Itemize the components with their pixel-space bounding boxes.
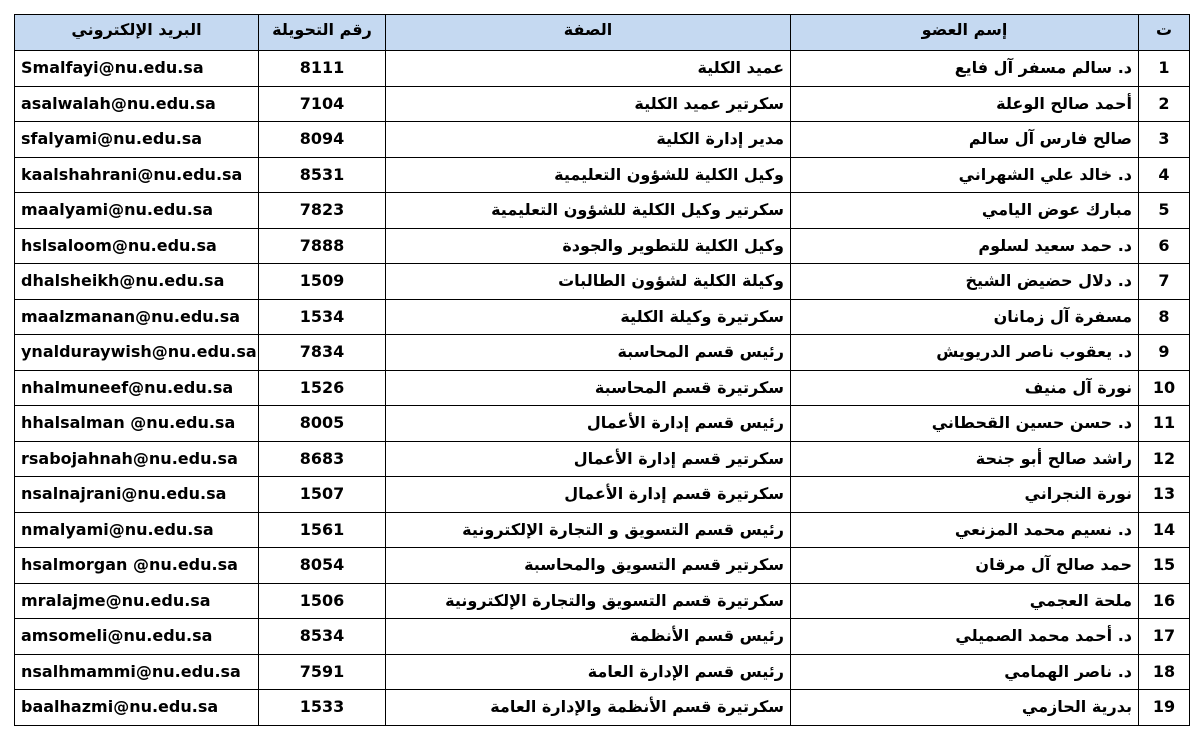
table-row: [15, 477, 1190, 513]
extension-number: 1561: [259, 512, 386, 548]
member-title: سكرتيرة قسم إدارة الأعمال: [386, 477, 791, 513]
email-address: ynalduraywish@nu.edu.sa: [15, 335, 259, 371]
table-row: [15, 157, 1190, 193]
member-name: أحمد صالح الوعلة: [791, 86, 1139, 122]
email-address: nsalhmammi@nu.edu.sa: [15, 654, 259, 690]
table-row: [15, 122, 1190, 158]
member-name: ملحة العجمي: [791, 583, 1139, 619]
row-number: 1: [1139, 51, 1190, 87]
email-address: hsalmorgan @nu.edu.sa: [15, 548, 259, 584]
table-row: [15, 654, 1190, 690]
email-address: nhalmuneef@nu.edu.sa: [15, 370, 259, 406]
member-name: مسفرة آل زمانان: [791, 299, 1139, 335]
member-title: رئيس قسم التسويق و التجارة الإلكترونية: [386, 512, 791, 548]
member-title: سكرتير قسم التسويق والمحاسبة: [386, 548, 791, 584]
email-address: asalwalah@nu.edu.sa: [15, 86, 259, 122]
header-email: البريد الإلكتروني: [15, 15, 259, 51]
table-row: [15, 299, 1190, 335]
extension-number: 7104: [259, 86, 386, 122]
email-address: maalyami@nu.edu.sa: [15, 193, 259, 229]
table-row: [15, 51, 1190, 87]
member-name: د. نسيم محمد المزنعي: [791, 512, 1139, 548]
table-row: [15, 512, 1190, 548]
email-address: mralajme@nu.edu.sa: [15, 583, 259, 619]
extension-number: 8094: [259, 122, 386, 158]
table-row: [15, 548, 1190, 584]
table-row: [15, 335, 1190, 371]
member-name: مبارك عوض اليامي: [791, 193, 1139, 229]
row-number: 2: [1139, 86, 1190, 122]
member-name: د. حمد سعيد لسلوم: [791, 228, 1139, 264]
member-title: سكرتيرة قسم الأنظمة والإدارة العامة: [386, 690, 791, 726]
extension-number: 8683: [259, 441, 386, 477]
member-title: رئيس قسم المحاسبة: [386, 335, 791, 371]
member-name: نورة آل منيف: [791, 370, 1139, 406]
row-number: 11: [1139, 406, 1190, 442]
email-address: maalzmanan@nu.edu.sa: [15, 299, 259, 335]
email-address: nmalyami@nu.edu.sa: [15, 512, 259, 548]
header-extension: رقم التحويلة: [259, 15, 386, 51]
member-name: نورة النجراني: [791, 477, 1139, 513]
member-title: سكرتيرة قسم التسويق والتجارة الإلكترونية: [386, 583, 791, 619]
row-number: 4: [1139, 157, 1190, 193]
member-title: مدير إدارة الكلية: [386, 122, 791, 158]
row-number: 17: [1139, 619, 1190, 655]
member-name: د. ناصر الهمامي: [791, 654, 1139, 690]
member-title: سكرتير قسم إدارة الأعمال: [386, 441, 791, 477]
row-number: 5: [1139, 193, 1190, 229]
table-body: [15, 51, 1190, 726]
row-number: 16: [1139, 583, 1190, 619]
row-number: 8: [1139, 299, 1190, 335]
member-title: سكرتير وكيل الكلية للشؤون التعليمية: [386, 193, 791, 229]
extension-number: 8534: [259, 619, 386, 655]
header-number: ت: [1139, 15, 1190, 51]
member-name: د. أحمد محمد الصميلي: [791, 619, 1139, 655]
header-row: [15, 15, 1190, 51]
member-title: عميد الكلية: [386, 51, 791, 87]
row-number: 7: [1139, 264, 1190, 300]
extension-number: 1533: [259, 690, 386, 726]
extension-number: 8005: [259, 406, 386, 442]
table-row: [15, 193, 1190, 229]
member-title: وكيل الكلية للشؤون التعليمية: [386, 157, 791, 193]
member-title: رئيس قسم الأنظمة: [386, 619, 791, 655]
email-address: nsalnajrani@nu.edu.sa: [15, 477, 259, 513]
header-title: الصفة: [386, 15, 791, 51]
table-row: [15, 583, 1190, 619]
member-name: د. سالم مسفر آل فايع: [791, 51, 1139, 87]
member-name: راشد صالح أبو جنحة: [791, 441, 1139, 477]
member-name: د. دلال حضيض الشيخ: [791, 264, 1139, 300]
table-row: [15, 86, 1190, 122]
email-address: kaalshahrani@nu.edu.sa: [15, 157, 259, 193]
extension-number: 1506: [259, 583, 386, 619]
extension-number: 8531: [259, 157, 386, 193]
email-address: hhalsalman @nu.edu.sa: [15, 406, 259, 442]
row-number: 6: [1139, 228, 1190, 264]
row-number: 12: [1139, 441, 1190, 477]
row-number: 19: [1139, 690, 1190, 726]
table-row: [15, 441, 1190, 477]
member-title: رئيس قسم إدارة الأعمال: [386, 406, 791, 442]
extension-number: 7823: [259, 193, 386, 229]
member-name: صالح فارس آل سالم: [791, 122, 1139, 158]
extension-number: 1534: [259, 299, 386, 335]
member-name: حمد صالح آل مرقان: [791, 548, 1139, 584]
extension-number: 8111: [259, 51, 386, 87]
staff-directory: [14, 14, 1189, 725]
email-address: sfalyami@nu.edu.sa: [15, 122, 259, 158]
email-address: baalhazmi@nu.edu.sa: [15, 690, 259, 726]
member-title: سكرتير عميد الكلية: [386, 86, 791, 122]
email-address: rsabojahnah@nu.edu.sa: [15, 441, 259, 477]
row-number: 14: [1139, 512, 1190, 548]
email-address: dhalsheikh@nu.edu.sa: [15, 264, 259, 300]
row-number: 10: [1139, 370, 1190, 406]
email-address: hslsaloom@nu.edu.sa: [15, 228, 259, 264]
extension-number: 7834: [259, 335, 386, 371]
table-row: [15, 406, 1190, 442]
member-name: د. حسن حسين القحطاني: [791, 406, 1139, 442]
staff-table: [14, 14, 1190, 726]
extension-number: 8054: [259, 548, 386, 584]
email-address: Smalfayi@nu.edu.sa: [15, 51, 259, 87]
member-title: سكرتيرة وكيلة الكلية: [386, 299, 791, 335]
table-row: [15, 690, 1190, 726]
member-title: وكيلة الكلية لشؤون الطالبات: [386, 264, 791, 300]
extension-number: 7591: [259, 654, 386, 690]
member-name: د. يعقوب ناصر الدريويش: [791, 335, 1139, 371]
member-title: رئيس قسم الإدارة العامة: [386, 654, 791, 690]
email-address: amsomeli@nu.edu.sa: [15, 619, 259, 655]
extension-number: 1526: [259, 370, 386, 406]
member-name: بدرية الحازمي: [791, 690, 1139, 726]
extension-number: 1507: [259, 477, 386, 513]
table-row: [15, 228, 1190, 264]
table-row: [15, 370, 1190, 406]
row-number: 3: [1139, 122, 1190, 158]
table-header: [15, 15, 1190, 51]
row-number: 18: [1139, 654, 1190, 690]
member-name: د. خالد علي الشهراني: [791, 157, 1139, 193]
row-number: 9: [1139, 335, 1190, 371]
row-number: 13: [1139, 477, 1190, 513]
member-title: سكرتيرة قسم المحاسبة: [386, 370, 791, 406]
row-number: 15: [1139, 548, 1190, 584]
table-row: [15, 619, 1190, 655]
header-member-name: إسم العضو: [791, 15, 1139, 51]
extension-number: 7888: [259, 228, 386, 264]
extension-number: 1509: [259, 264, 386, 300]
member-title: وكيل الكلية للتطوير والجودة: [386, 228, 791, 264]
table-row: [15, 264, 1190, 300]
